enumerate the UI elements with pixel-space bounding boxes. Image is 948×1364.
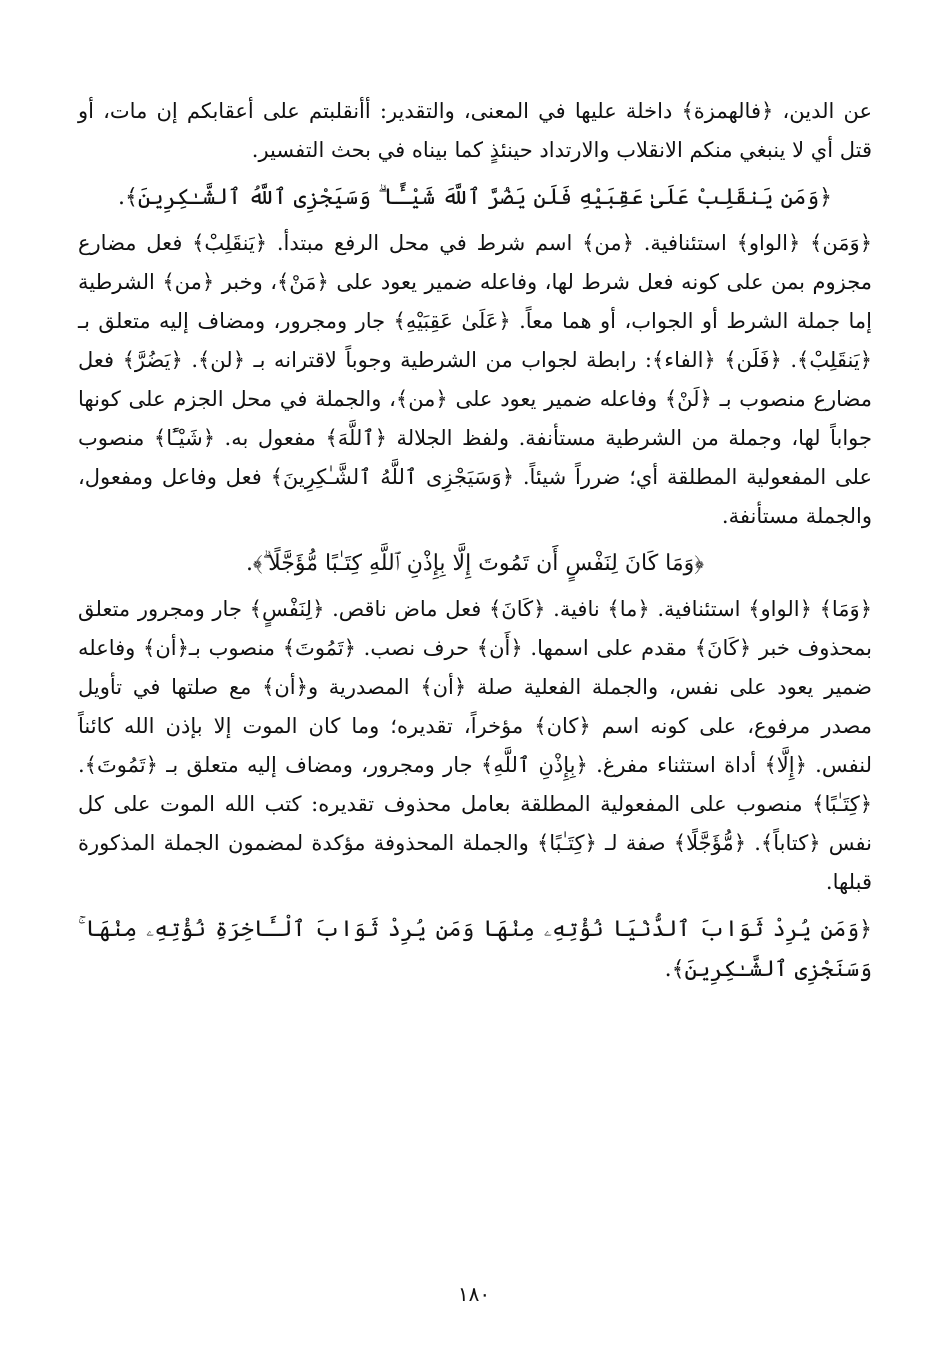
quran-verse-3: ﴿وَمَن يُرِدْ ثَوَابَ ٱلدُّنْيَا نُؤْتِهِۦ مِنْهَا وَمَن يُرِدْ ثَوَابَ ٱلْـَٔاخِرَةِ نُؤْتِهِۦ مِنْهَا ۚ وَسَنَجْزِى ٱلشَّـٰكِرِينَ﴾. [78, 917, 872, 982]
quran-verse-1: ﴿وَمَن يَنقَلِبْ عَلَىٰ عَقِبَيْهِ فَلَن يَضُرَّ ٱللَّهَ شَيْـًٔا ۗ وَسَيَجْزِى ٱللَّهُ ٱلشَّـٰكِرِينَ﴾. [117, 185, 833, 210]
page-body [78, 92, 872, 1312]
paragraph-analysis-2: ﴿وَمَا﴾ ﴿الواو﴾ استئنافية. ﴿ما﴾ نافية. ﴿كَانَ﴾ فعل ماض ناقص. ﴿لِنَفْسٍ﴾ جار ومجرور متعلق بمحذوف خبر ﴿كَانَ﴾ مقدم على اسمها. ﴿أَن﴾ حرف نصب. ﴿تَمُوتَ﴾ منصوب بـ﴿أن﴾ وفاعله ضمير يعود على نفس، والجملة الفعلية صلة ﴿أن﴾ المصدرية و﴿أن﴾ مع صلتها في تأويل مصدر مرفوع، على كونه اسم ﴿كان﴾ مؤخراً، تقديره؛ وما كان الموت إلا بإذن الله كائناً لنفس. ﴿إِلَّا﴾ أداة استثناء مفرغ. ﴿بِإِذْنِ ٱللَّهِ﴾ جار ومجرور، ومضاف إليه متعلق بـ ﴿تَمُوتَ﴾. ﴿كِتَـٰبًا﴾ منصوب على المفعولية المطلقة بعامل محذوف تقديره: كتب الله الموت على كل نفس ﴿كتاباً﴾. ﴿مُّؤَجَّلًا﴾ صفة لـ ﴿كِتَـٰبًا﴾ والجملة المحذوفة مؤكدة لمضمون الجملة المذكورة قبلها. [78, 597, 872, 894]
paragraph-analysis-1: ﴿وَمَن﴾ ﴿الواو﴾ استئنافية. ﴿من﴾ اسم شرط في محل الرفع مبتدأ. ﴿يَنقَلِبْ﴾ فعل مضارع مجزوم بمن على كونه فعل شرط لها، وفاعله ضمير يعود على ﴿مَنْ﴾، وخبر ﴿من﴾ الشرطية إما جملة الشرط أو الجواب، أو هما معاً. ﴿عَلَىٰ عَقِبَيْهِ﴾ جار ومجرور، ومضاف إليه متعلق بـ ﴿يَنقَلِبْ﴾. ﴿فَلَن﴾ ﴿الفاء﴾: رابطة لجواب من الشرطية وجوباً لاقترانه بـ ﴿لن﴾. ﴿يَضُرَّ﴾ فعل مضارع منصوب بـ ﴿لَنْ﴾ وفاعله ضمير يعود على ﴿من﴾، والجملة في محل الجزم على كونها جواباً لها، وجملة من الشرطية مستأنفة. ولفظ الجلالة ﴿ٱللَّهَ﴾ مفعول به. ﴿شَيْـًٔا﴾ منصوب على المفعولية المطلقة أي؛ ضرراً شيئاً. ﴿وَسَيَجْزِى ٱللَّهُ ٱلشَّـٰكِرِينَ﴾ فعل وفاعل ومفعول، والجملة مستأنفة. [78, 231, 873, 528]
paragraph-intro: عن الدين، ﴿فالهمزة﴾ داخلة عليها في المعنى، والتقدير: أأنقلبتم على أعقابكم إن مات، أو قتل أي لا ينبغي منكم الانقلاب والارتداد حينئذٍ كما بيناه في بحث التفسير. [78, 99, 872, 162]
quran-verse-2: ﴿وَمَا كَانَ لِنَفْسٍ أَن تَمُوتَ إِلَّا بِإِذْنِ ٱللَّهِ كِتَـٰبًا مُّؤَجَّلًا ۗ﴾. [245, 551, 705, 576]
page-number: ١٨٠ [457, 1282, 491, 1306]
